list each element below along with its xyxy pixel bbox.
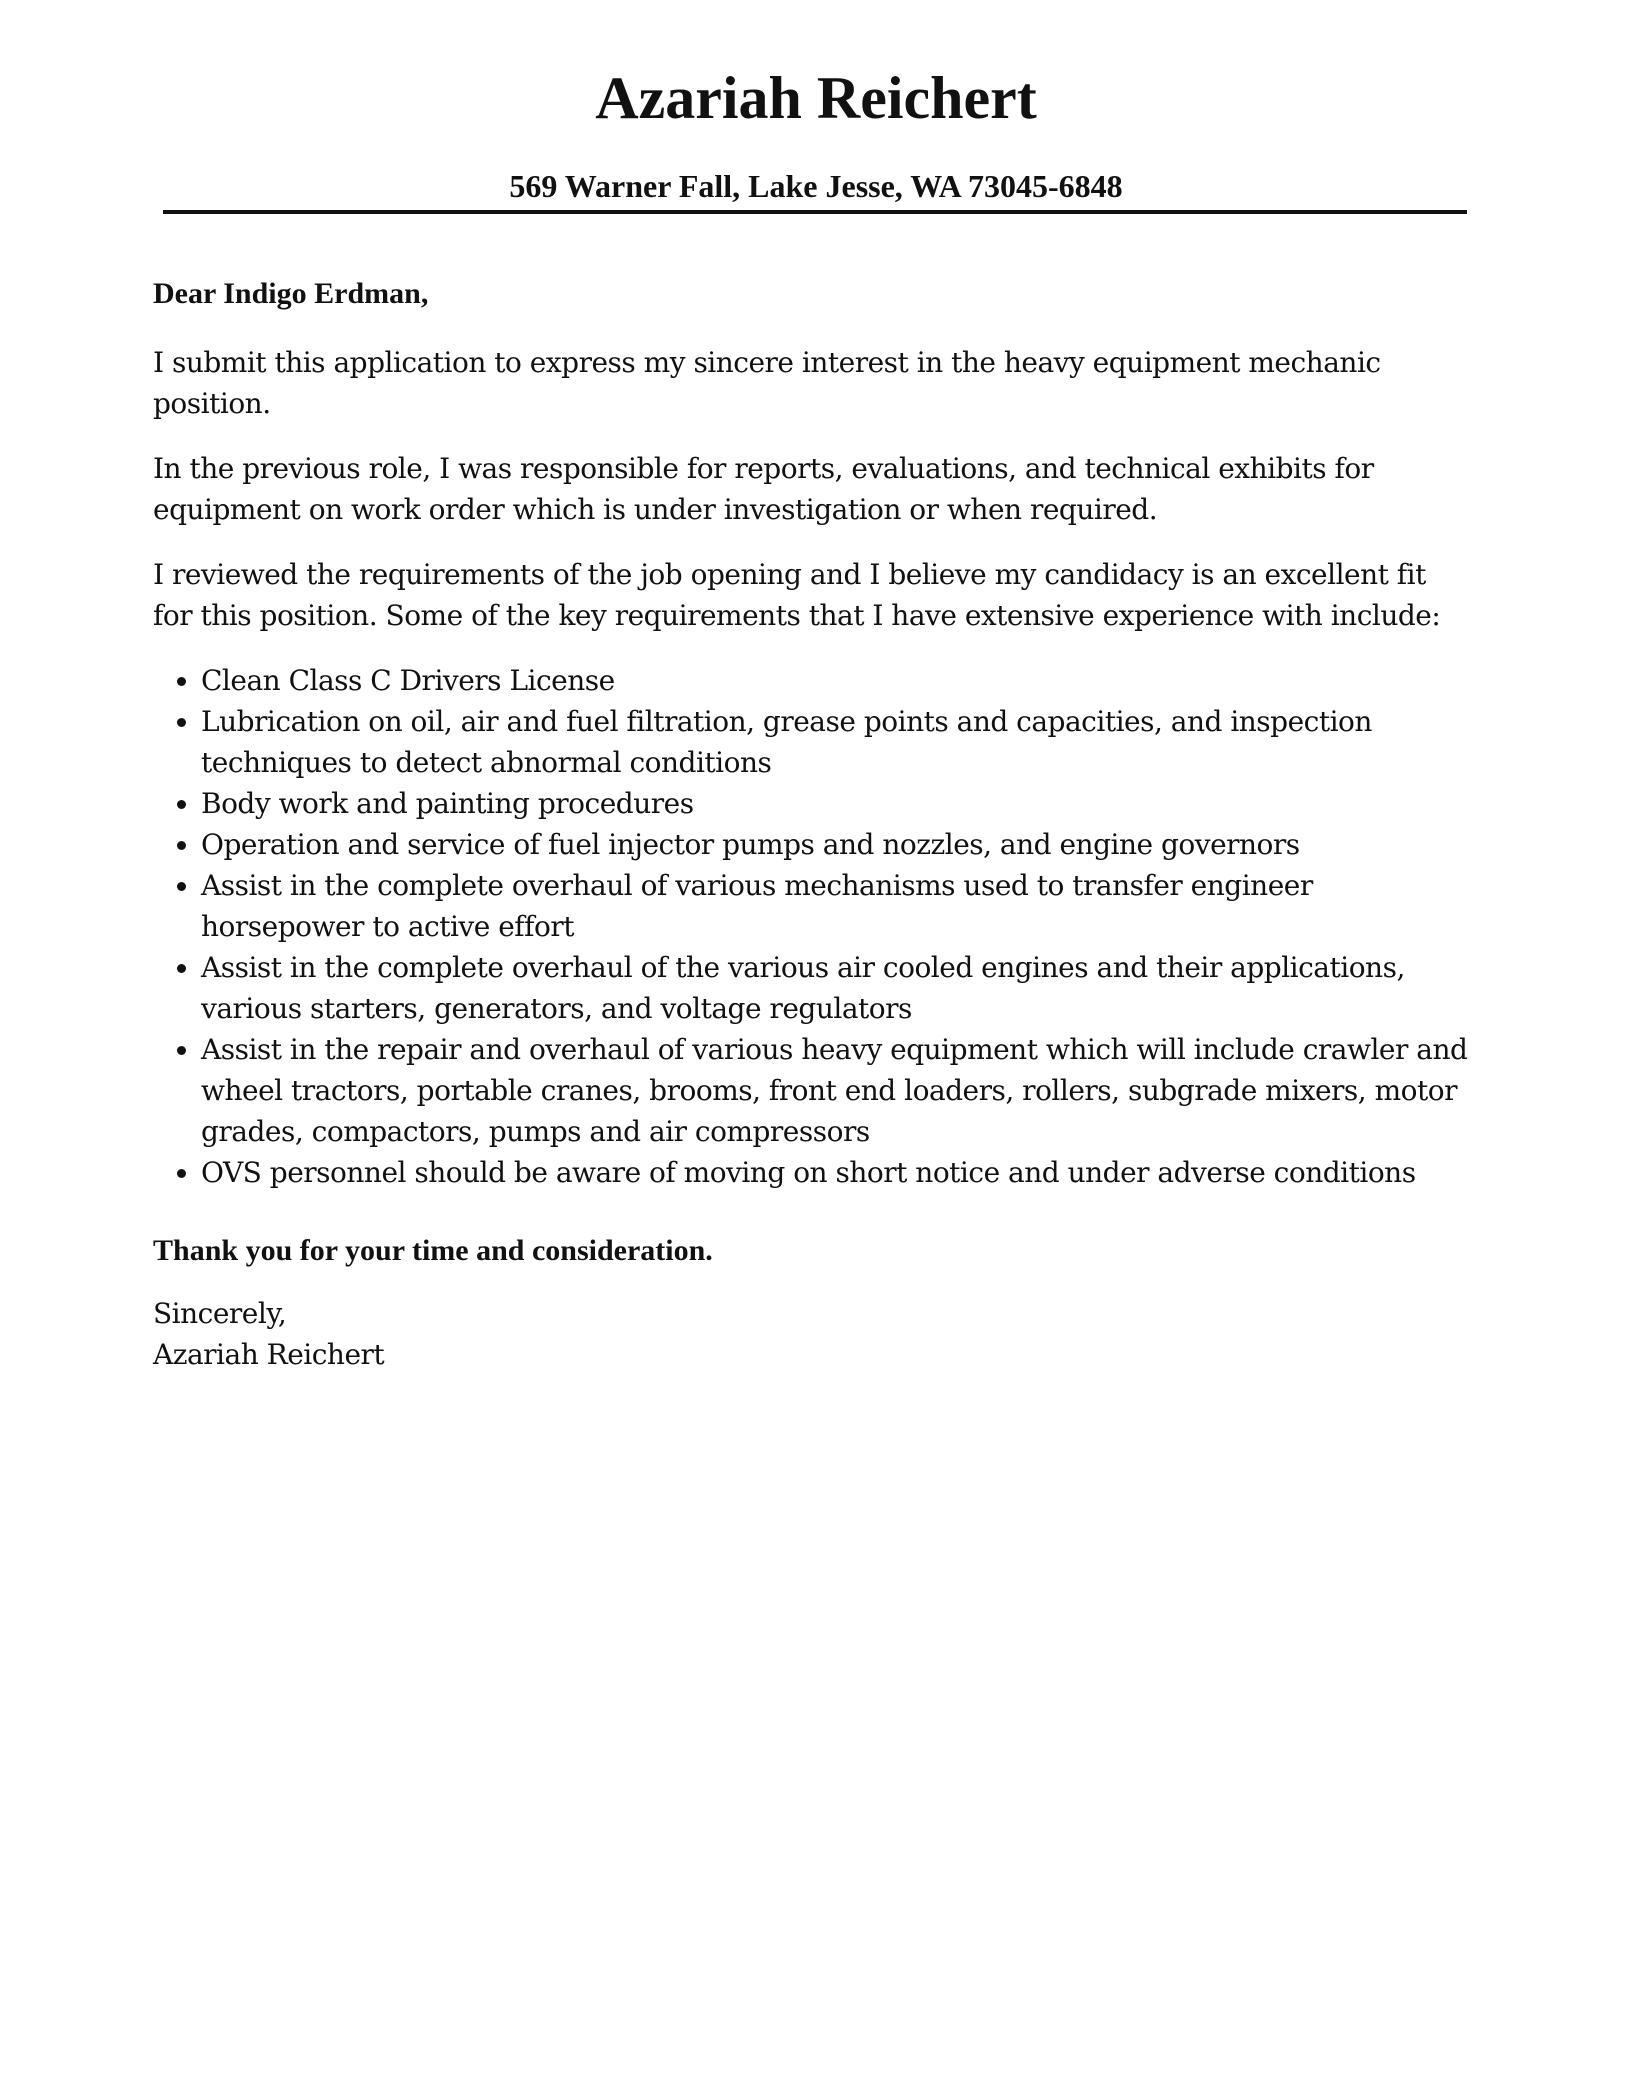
closing-line: Thank you for your time and consideration. bbox=[153, 1234, 713, 1267]
applicant-address: 569 Warner Fall, Lake Jesse, WA 73045-6848 bbox=[509, 168, 1123, 204]
header-divider bbox=[163, 210, 1467, 214]
paragraph-requirements-intro: I reviewed the requirements of the job opening and I believe my candidacy is an excellent fit for this position. Some of the key requirements that I have extensive experience with include: bbox=[153, 558, 1441, 632]
list-item: • Assist in the complete overhaul of the various air cooled engines and their applications, various starters, generators, and voltage regulators bbox=[201, 947, 1473, 1029]
letter-body bbox=[153, 270, 1473, 1375]
requirements-list bbox=[153, 660, 1473, 1193]
list-item: • Assist in the complete overhaul of various mechanisms used to transfer engineer horsepower to active effort bbox=[201, 865, 1473, 947]
list-item: • Body work and painting procedures bbox=[201, 783, 1473, 824]
list-item: • Operation and service of fuel injector pumps and nozzles, and engine governors bbox=[201, 824, 1473, 865]
applicant-name: Azariah Reichert bbox=[595, 65, 1037, 131]
list-item: • Lubrication on oil, air and fuel filtration, grease points and capacities, and inspection techniques to detect abnormal conditions bbox=[201, 701, 1473, 783]
signature-name: Azariah Reichert bbox=[153, 1338, 385, 1371]
paragraph-intro: I submit this application to express my sincere interest in the heavy equipment mechanic position. bbox=[153, 346, 1381, 420]
signoff: Sincerely, bbox=[153, 1297, 287, 1330]
salutation: Dear Indigo Erdman, bbox=[153, 277, 429, 310]
list-item: • OVS personnel should be aware of moving on short notice and under adverse conditions bbox=[201, 1152, 1473, 1193]
list-item: • Assist in the repair and overhaul of various heavy equipment which will include crawler and wheel tractors, portable cranes, brooms, front end loaders, rollers, subgrade mixers, motor grades, compactors, pumps and air compressors bbox=[201, 1029, 1473, 1152]
list-item: • Clean Class C Drivers License bbox=[201, 660, 1473, 701]
paragraph-previous-role: In the previous role, I was responsible for reports, evaluations, and technical exhibits for equipment on work order which is under investigation or when required. bbox=[153, 452, 1374, 526]
